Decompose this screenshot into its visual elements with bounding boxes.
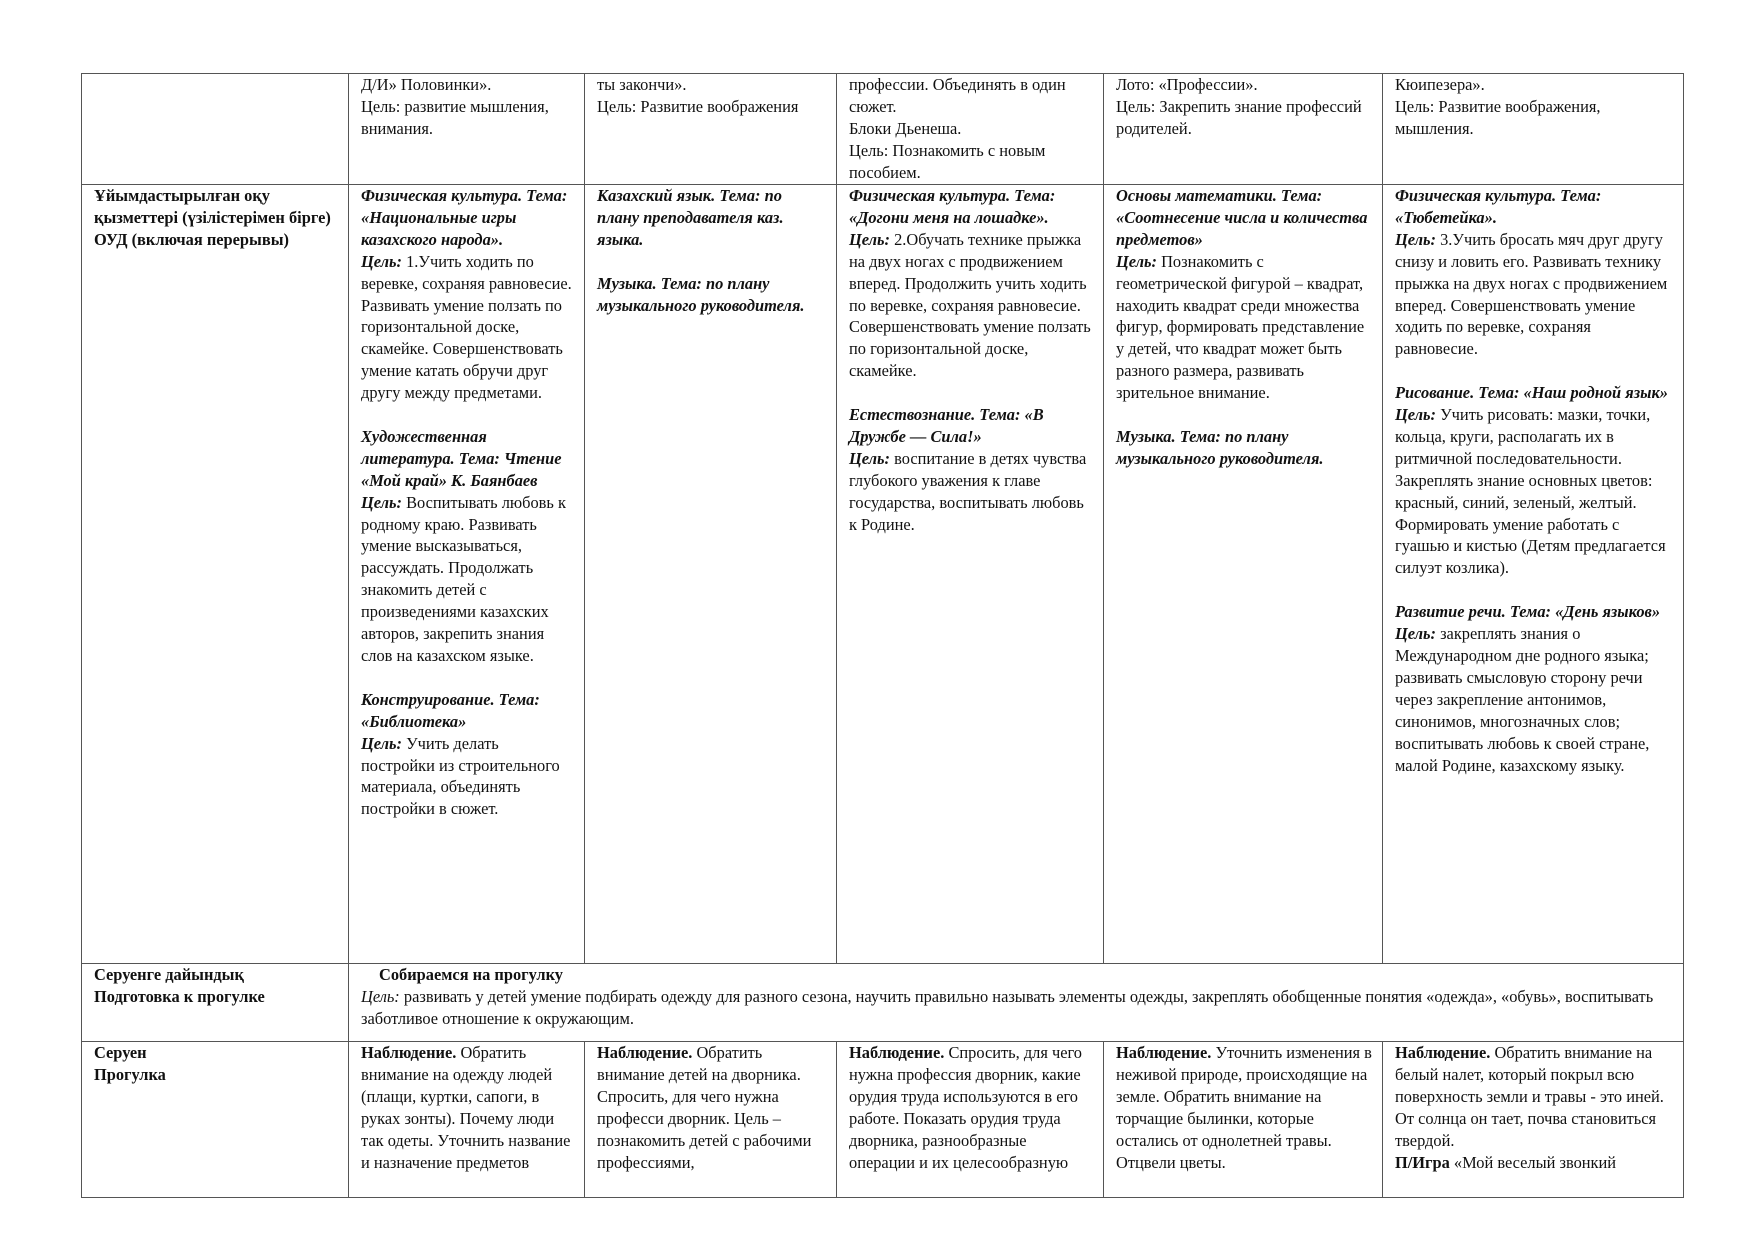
spacer: [361, 404, 574, 426]
table-cell: [1104, 74, 1383, 185]
activity-heading: Художественная литература. Тема: Чтение «Мой край» К. Баянбаев: [361, 426, 562, 490]
goal-text: развивать у детей умение подбирать одежду для разного сезона, научить правильно называть элементы одежды, закреплять обобщенные понятия «одежда», «обувь», воспитывать заботливое отношение к окружающим.: [361, 986, 1654, 1028]
goal-label: Цель:: [361, 492, 402, 512]
table-cell: [837, 74, 1104, 185]
activity-heading: Музыка. Тема: по плану музыкального руководителя.: [597, 273, 805, 315]
goal-label: Цель:: [361, 986, 400, 1006]
activity-goal: [361, 251, 574, 404]
goal-label: Цель:: [849, 229, 890, 249]
spacer: [1116, 404, 1372, 426]
row-label-russian: Прогулка: [94, 1064, 166, 1084]
weekly-plan-table: [81, 73, 1684, 1198]
observation-label: Наблюдение.: [597, 1043, 693, 1062]
activity-heading: Конструирование. Тема: «Библиотека»: [361, 689, 540, 731]
table-cell: [349, 1042, 585, 1198]
activity-heading: Естествознание. Тема: «В Дружбе — Сила!»: [849, 405, 1044, 446]
activity-heading: Музыка. Тема: по плану музыкального руководителя.: [1116, 426, 1324, 468]
observation-label: Наблюдение.: [1116, 1043, 1212, 1062]
cell-text: профессии. Объединять в один сюжет.: [849, 75, 1066, 116]
activity-heading: Физическая культура. Тема: «Тюбетейка».: [1395, 186, 1602, 227]
goal-text: Учить делать постройки из строительного материала, объединять постройки в сюжет.: [361, 733, 560, 819]
row-label-cell: [82, 185, 349, 964]
observation-label: Наблюдение.: [361, 1043, 457, 1062]
table-row: [82, 1042, 1684, 1198]
game-line: [1395, 1152, 1673, 1174]
activity-goal: [361, 986, 1673, 1030]
activity-goal: [1395, 623, 1673, 776]
row-label-cell: [82, 74, 349, 185]
activity-heading: Развитие речи. Тема: «День языков»: [1395, 602, 1661, 622]
goal-label: Цель:: [1395, 624, 1436, 644]
goal-label: Цель:: [849, 448, 890, 468]
row-label-russian: ОУД (включая перерывы): [94, 229, 289, 249]
activity-heading: Основы математики. Тема: «Соотнесение числа и количества предметов»: [1116, 186, 1368, 249]
table-cell: [1383, 74, 1684, 185]
goal-text: 2.Обучать технике прыжка на двух ногах с продвижением вперед. Продолжить учить ходить по веревке, сохраняя равновесие. Совершенствовать умение ползать по горизонтальной доске, скамейке.: [849, 229, 1091, 381]
observation-text: Обратить внимание на белый налет, который покрыл всю поверхность земли и травы - это иней. От солнца он тает, почва становиться твердой.: [1395, 1043, 1664, 1150]
goal-text: закреплять знания о Международном дне родного языка; развивать смысловую сторону речи через закрепление антонимов, синонимов, многозначных слов; воспитывать любовь к своей стране, малой Родине, казахскому языку.: [1395, 624, 1650, 775]
goal-text: воспитание в детях чувства глубокого уважения к главе государства, воспитывать любовь к Родине.: [849, 448, 1087, 534]
activity-goal: [361, 733, 574, 821]
spacer: [597, 251, 826, 273]
observation-text: Уточнить изменения в неживой природе, происходящие на земле. Обратить внимание на торчащие былинки, которые остались от однолетней травы. Отцвели цветы.: [1116, 1043, 1372, 1172]
table-cell: [1383, 1042, 1684, 1198]
table-row: [82, 964, 1684, 1042]
goal-text: Познакомить с геометрической фигурой – квадрат, находить квадрат среди множества фигур, формировать представление у детей, что квадрат может быть разного размера, развивать зрительное внимание.: [1116, 251, 1365, 403]
game-text: «Мой веселый звонкий: [1449, 1152, 1617, 1172]
table-cell: [837, 1042, 1104, 1198]
row-label-cell: [82, 964, 349, 1042]
table-cell: [349, 74, 585, 185]
game-label: П/Игра: [1395, 1152, 1450, 1172]
cell-text: Цель: Развитие воображения: [597, 96, 799, 116]
row-label-cell: [82, 1042, 349, 1198]
spacer: [849, 382, 1093, 404]
table-cell: [585, 74, 837, 185]
table-row: [82, 185, 1684, 964]
observation-text: Спросить, для чего нужна профессия дворник, какие орудия труда используются в его работе. Показать орудия труда дворника, разнообразные операции и их целесообразную: [849, 1043, 1083, 1172]
spacer: [1395, 360, 1673, 382]
goal-text: 1.Учить ходить по веревке, сохраняя равновесие. Развивать умение ползать по горизонтальной доске, скамейке. Совершенствовать умение катать обручи друг другу между предметами.: [361, 251, 572, 403]
table-cell: [1104, 1042, 1383, 1198]
cell-text: Цель: Познакомить с новым пособием.: [849, 140, 1046, 182]
cell-text: Лото: «Профессии».: [1116, 75, 1258, 94]
spacer: [1395, 579, 1673, 601]
cell-text: ты закончи».: [597, 75, 687, 94]
activity-heading: Физическая культура. Тема: «Национальные игры казахского народа».: [361, 186, 568, 249]
row-label-kazakh: Ұйымдастырылған оқу қызметтері (үзілістерімен бірге): [94, 186, 331, 227]
cell-text: Цель: Закрепить знание профессий родителей.: [1116, 96, 1362, 138]
cell-text: Кюипезера».: [1395, 75, 1485, 94]
table-row: [82, 74, 1684, 185]
goal-label: Цель:: [1395, 229, 1436, 249]
observation-label: Наблюдение.: [849, 1043, 945, 1062]
goal-label: Цель:: [361, 733, 402, 753]
cell-text: Цель: Развитие воображения, мышления.: [1395, 96, 1601, 138]
activity-goal: [361, 492, 574, 667]
activity-goal: [1116, 251, 1372, 404]
cell-text: Д/И» Половинки».: [361, 75, 492, 94]
table-cell: [349, 964, 1684, 1042]
activity-heading: Казахский язык. Тема: по плану преподавателя каз. языка.: [597, 186, 784, 249]
cell-text: Цель: развитие мышления, внимания.: [361, 96, 549, 138]
observation-text: Обратить внимание детей на дворника. Спросить, для чего нужна професси дворник. Цель – познакомить детей с рабочими профессиями,: [597, 1043, 812, 1172]
activity-goal: [849, 448, 1093, 536]
activity-goal: [1395, 404, 1673, 579]
spacer: [361, 667, 574, 689]
goal-label: Цель:: [361, 251, 402, 271]
table-cell: [1104, 185, 1383, 964]
table-cell: [837, 185, 1104, 964]
observation-label: Наблюдение.: [1395, 1043, 1491, 1062]
activity-heading: Физическая культура. Тема: «Догони меня на лошадке».: [849, 186, 1056, 227]
goal-text: Учить рисовать: мазки, точки, кольца, круги, располагать их в ритмичной последовательности. Закреплять знание основных цветов: красный, синий, зеленый, желтый. Формировать умение работать с гуашью и кистью (Детям предлагается силуэт козлика).: [1395, 405, 1666, 578]
activity-heading: Рисование. Тема: «Наш родной язык»: [1395, 383, 1668, 403]
row-label-russian: Подготовка к прогулке: [94, 986, 265, 1006]
goal-text: 3.Учить бросать мяч друг другу снизу и ловить его. Развивать технику прыжка на двух ногах с продвижением вперед. Совершенствовать умение ходить по веревке, сохраняя равновесие.: [1395, 229, 1668, 359]
prep-title: Собираемся на прогулку: [379, 965, 563, 984]
goal-text: Воспитывать любовь к родному краю. Развивать умение высказываться, рассуждать. Продолжать знакомить детей с произведениями казахских авторов, закрепить знания слов на казахском языке.: [361, 492, 566, 666]
table-cell: [1383, 185, 1684, 964]
table-cell: [585, 1042, 837, 1198]
activity-goal: [849, 229, 1093, 382]
goal-label: Цель:: [1395, 405, 1436, 425]
table-cell: [349, 185, 585, 964]
cell-text: Блоки Дьенеша.: [849, 118, 962, 138]
activity-goal: [1395, 229, 1673, 360]
row-label-kazakh: Серуенге дайындық: [94, 965, 244, 984]
table-cell: [585, 185, 837, 964]
observation-text: Обратить внимание на одежду людей (плащи, куртки, сапоги, в руках зонты). Почему люди так одеты. Уточнить название и назначение предметов: [361, 1043, 571, 1172]
row-label-kazakh: Серуен: [94, 1043, 147, 1062]
goal-label: Цель:: [1116, 251, 1157, 271]
